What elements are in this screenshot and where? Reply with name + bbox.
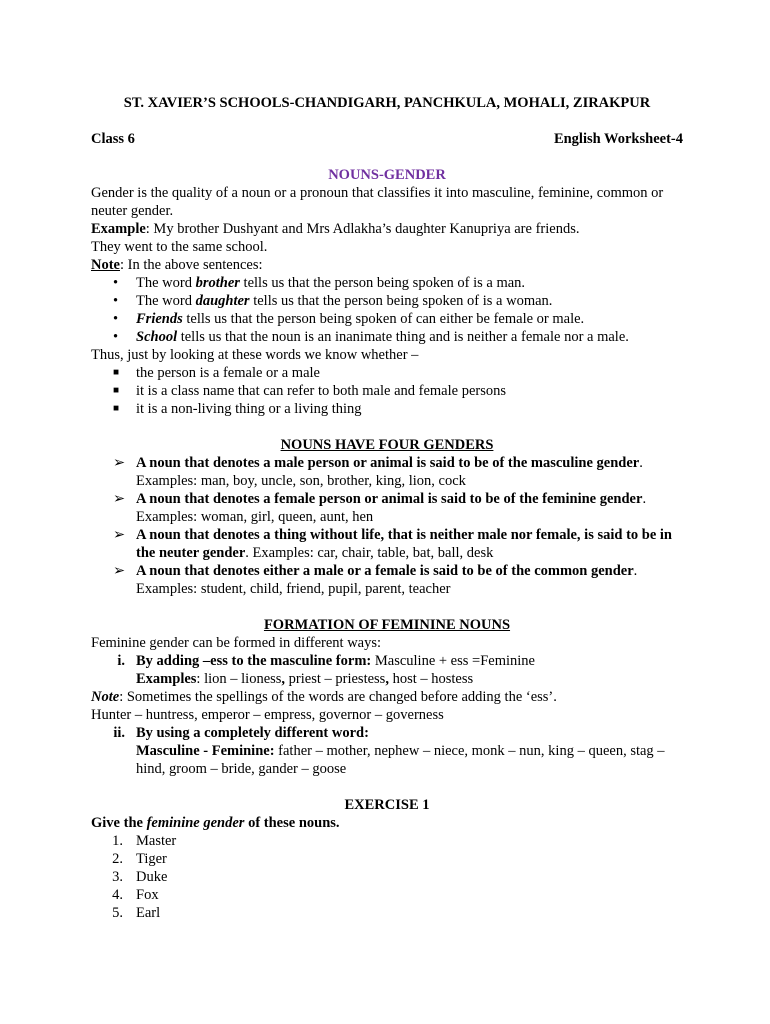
note-text: : In the above sentences: <box>120 257 263 273</box>
class-label: Class 6 <box>91 131 135 147</box>
formation-note-examples: Hunter – huntress, emperor – empress, governor – governess <box>91 707 444 723</box>
method-ii-title: By using a completely different word: <box>136 725 369 741</box>
example-text: : My brother Dushyant and Mrs Adlakha’s daughter Kanupriya are friends. <box>145 221 580 237</box>
list-item: ➢ A noun that denotes a male person or animal is said to be of the masculine gender. Examples: man, boy, uncle, son, brother, king, lion, cock <box>113 455 643 489</box>
formation-method-i: i. By adding –ess to the masculine form: Masculine + ess =Feminine Examples: lion – lioness, priest – priestess, host – hostess <box>91 652 683 688</box>
list-item: 2. Tiger <box>112 851 167 867</box>
masculine-feminine-label: Masculine - Feminine: <box>136 743 275 759</box>
exercise-list <box>91 832 683 922</box>
section-title-formation: FORMATION OF FEMININE NOUNS <box>263 617 511 633</box>
section-title-nouns-gender: NOUNS-GENDER <box>328 167 446 183</box>
square-bullet-list <box>91 364 683 418</box>
list-item: • School tells us that the noun is an inanimate thing and is neither a female nor a male. <box>113 329 629 345</box>
formation-method-ii: ii. By using a completely different word: Masculine - Feminine: father – mother, nephew – niece, monk – nun, king – queen, stag – hind, groom – bride, gander – goose <box>91 724 683 778</box>
roman-marker: ii. <box>113 725 125 741</box>
list-item: 5. Earl <box>112 905 161 921</box>
note-line <box>91 256 683 274</box>
list-item: 4. Fox <box>112 887 159 903</box>
gender-definition: Gender is the quality of a noun or a pronoun that classifies it into masculine, feminine, common or neuter gender. <box>91 185 664 219</box>
note-bullet-list <box>91 274 683 346</box>
list-item: ■ the person is a female or a male <box>113 365 320 381</box>
list-item: • The word daughter tells us that the person being spoken of is a woman. <box>113 293 553 309</box>
list-item: ■ it is a non-living thing or a living thing <box>113 401 362 417</box>
genders-list <box>91 454 683 598</box>
list-item: ➢ A noun that denotes a female person or animal is said to be of the feminine gender. Examples: woman, girl, queen, aunt, hen <box>113 491 647 525</box>
bullet-icon: • <box>113 275 119 291</box>
list-item: • Friends tells us that the person being spoken of can either be female or male. <box>113 311 585 327</box>
note-label: Note <box>91 257 120 273</box>
arrow-bullet-icon: ➢ <box>113 455 126 471</box>
worksheet-label: English Worksheet-4 <box>553 131 683 147</box>
school-heading: ST. XAVIER’S SCHOOLS-CHANDIGARH, PANCHKULA, MOHALI, ZIRAKPUR <box>123 95 651 111</box>
arrow-bullet-icon: ➢ <box>113 563 126 579</box>
example-line-2: They went to the same school. <box>91 239 268 255</box>
bullet-icon: • <box>113 329 119 345</box>
worksheet-page <box>91 94 683 922</box>
roman-marker: i. <box>117 653 125 669</box>
square-bullet-icon: ■ <box>113 367 120 378</box>
bullet-icon: • <box>113 311 119 327</box>
note-label: Note <box>91 689 120 705</box>
class-row <box>91 130 683 148</box>
formation-intro: Feminine gender can be formed in different ways: <box>91 635 382 651</box>
list-item: ■ it is a class name that can refer to both male and female persons <box>113 383 507 399</box>
square-bullet-icon: ■ <box>113 403 120 414</box>
square-bullet-icon: ■ <box>113 385 120 396</box>
arrow-bullet-icon: ➢ <box>113 491 126 507</box>
list-item: 1. Master <box>112 833 177 849</box>
list-item: ➢ A noun that denotes either a male or a female is said to be of the common gender. Examples: student, child, friend, pupil, parent, teacher <box>113 563 638 597</box>
list-item: • The word brother tells us that the person being spoken of is a man. <box>113 275 526 291</box>
method-i-title: By adding –ess to the masculine form: <box>136 653 372 669</box>
example-line <box>91 220 683 238</box>
formation-note: Note: Sometimes the spellings of the words are changed before adding the ‘ess’. <box>91 689 557 705</box>
examples-label: Examples <box>136 671 197 687</box>
exercise-prompt: Give the feminine gender of these nouns. <box>91 815 340 831</box>
section-title-exercise: EXERCISE 1 <box>344 797 430 813</box>
example-label: Example <box>91 221 146 237</box>
list-item: ➢ A noun that denotes a thing without life, that is neither male nor female, is said to be in the neuter gender. Examples: car, chair, table, bat, ball, desk <box>113 527 672 561</box>
arrow-bullet-icon: ➢ <box>113 527 126 543</box>
bullet-icon: • <box>113 293 119 309</box>
section-title-four-genders: NOUNS HAVE FOUR GENDERS <box>280 437 494 453</box>
list-item: 3. Duke <box>112 869 168 885</box>
thus-line: Thus, just by looking at these words we know whether – <box>91 347 419 363</box>
